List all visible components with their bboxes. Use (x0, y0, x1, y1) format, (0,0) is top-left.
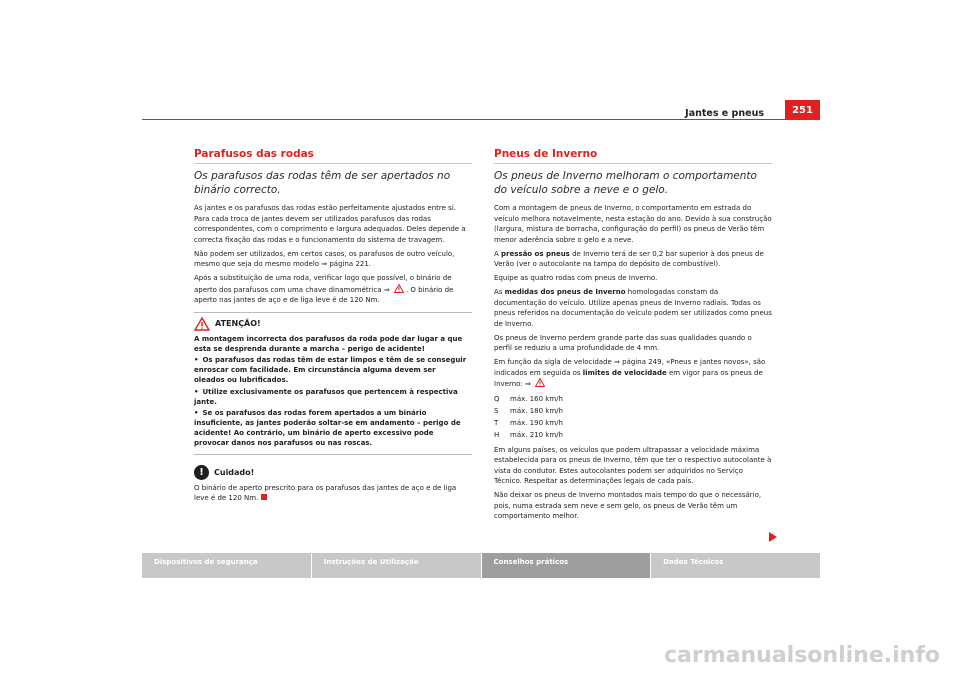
next-page-arrow-icon[interactable] (769, 532, 777, 542)
footer-tab-safety[interactable]: Dispositivos de segurança (142, 553, 311, 578)
warning-bullet: • Se os parafusos das rodas forem apertados a um binário insuficiente, as jantes poderão soltar-se em andamento – perigo de acidente! Ao contrário, um binário de aperto excessivo pode provocar danos nos parafusos ou nas roscas. (194, 408, 468, 448)
paragraph (194, 273, 472, 306)
running-header-title: Jantes e pneus (685, 108, 764, 119)
section-title-winter-tyres: Pneus de Inverno (494, 148, 772, 164)
speed-code: T (494, 419, 499, 427)
bold-term: pressão os pneus (501, 249, 570, 258)
paragraph: Não deixar os pneus de Inverno montados mais tempo do que o necessário, pois, numa estrada sem neve e sem gelo, os pneus de Verão têm um comportamento melhor. (494, 491, 762, 520)
paragraph-text: homologadas constam da documentação do veículo. Utilize apenas pneus de Inverno radiais. Todas os pneus referidos na documentação do veículo podem ser utilizados como pneus de Inverno. (494, 288, 772, 328)
caution-text (194, 483, 472, 504)
paragraph: Não podem ser utilizados, em certos casos, os parafusos de outro veículo, mesmo que seja do mesmo modelo ⇒ página 221. (194, 249, 455, 268)
paragraph (494, 249, 772, 270)
footer-tab-technical-data[interactable]: Dados Técnicos (651, 553, 820, 578)
paragraph-text: A (494, 249, 499, 258)
speed-row (494, 393, 772, 405)
watermark: carmanualsonline.info (664, 643, 940, 668)
speed-limit: máx. 180 km/h (510, 407, 563, 415)
paragraph-text: Em função da sigla de velocidade ⇒ página 249, «Pneus e jantes novos», são indicados em seguida os (494, 358, 766, 377)
bold-term: limites de velocidade (582, 368, 667, 377)
paragraph (494, 287, 772, 329)
paragraph-text: As (494, 288, 503, 296)
right-column (494, 148, 772, 525)
paragraph: As jantes e os parafusos das rodas estão perfeitamente ajustados entre si. Para cada troca de jantes devem ser utilizados parafusos das rodas correspondentes, com o comprimento e largura adequados. Deles depende a correcta fixação das rodas e o funcionamento do sistema de travagem. (194, 204, 466, 244)
header-rule (142, 119, 820, 120)
paragraph: Equipe as quatro rodas com pneus de Inverno. (494, 274, 658, 282)
warning-triangle-icon (194, 317, 210, 331)
footer-nav (142, 553, 820, 578)
left-column (194, 148, 472, 507)
paragraph (494, 357, 772, 390)
caution-title: Cuidado! (214, 467, 255, 477)
speed-row (494, 405, 772, 417)
warning-bullet: • Utilize exclusivamente os parafusos que pertencem à respectiva jante. (194, 387, 468, 407)
paragraph: Em alguns países, os veículos que podem ultrapassar a velocidade máxima estabelecida para os pneus de Inverno, têm que ter o respectivo autocolante à vista do condutor. Estes autocolantes podem ser adquiridos no Serviço Técnico. Respeitar as determinações legais de cada país. (494, 445, 772, 485)
warning-triangle-icon (394, 284, 404, 293)
caution-header (194, 465, 472, 480)
section-subtitle-winter-tyres: Os pneus de Inverno melhoram o comportamento do veículo sobre a neve e o gelo. (494, 170, 757, 196)
speed-limit: máx. 160 km/h (510, 395, 563, 403)
footer-tab-practical-tips[interactable]: Conselhos práticos (482, 553, 651, 578)
speed-row (494, 429, 772, 441)
warning-intro: A montagem incorrecta dos parafusos da roda pode dar lugar a que esta se desprenda durante a marcha – perigo de acidente! (194, 334, 463, 353)
warning-header (194, 317, 468, 331)
warning-title: ATENÇÃO! (215, 319, 261, 328)
section-title-wheel-bolts: Parafusos das rodas (194, 148, 472, 164)
speed-limit: máx. 210 km/h (510, 431, 563, 439)
paragraph-text: . O binário de aperto nas jantes de aço e de liga leve é de 120 Nm. (194, 285, 454, 304)
paragraph-text: de Inverno terá de ser 0,2 bar superior à dos pneus de Verão (ver o autocolante na tampa do depósito de combustível). (494, 249, 764, 268)
warning-bullet: • Os parafusos das rodas têm de estar limpos e têm de se conseguir enroscar com facilidade. Em circunstância alguma devem ser oleados ou lubrificados. (194, 355, 468, 385)
caution-text-body: O binário de aperto prescrito para os parafusos das jantes de aço e de liga leve é de 120 Nm. (194, 483, 457, 502)
page-number: 251 (785, 100, 820, 120)
speed-code: H (494, 431, 500, 439)
paragraph-text: em vigor para os pneus de Inverno: ⇒ (494, 368, 763, 388)
speed-row (494, 417, 772, 429)
section-subtitle-wheel-bolts: Os parafusos das rodas têm de ser apertados no binário correcto. (194, 170, 451, 196)
footer-tab-operation[interactable]: Instruções de Utilização (312, 553, 481, 578)
bold-term: medidas dos pneus de Inverno (504, 288, 626, 296)
exclamation-circle-icon: ! (194, 465, 209, 480)
speed-limit-list (494, 393, 772, 441)
speed-code: S (494, 407, 499, 415)
warning-triangle-icon (535, 378, 545, 387)
speed-limit: máx. 190 km/h (510, 419, 563, 427)
paragraph-text: Após a substituição de uma roda, verificar logo que possível, o binário de aperto dos parafusos com uma chave dinamométrica ⇒ (194, 274, 452, 294)
end-of-section-icon (261, 494, 267, 500)
warning-box (194, 312, 472, 455)
paragraph: Com a montagem de pneus de Inverno, o comportamento em estrada do veículo melhora notavelmente, nesta estação do ano. Devido à sua construção (largura, mistura de borracha, configuração do perfil) os pneus de Verão têm menor aderência sobre o gelo e a neve. (494, 204, 772, 244)
speed-code: Q (494, 395, 500, 403)
paragraph: Os pneus de Inverno perdem grande parte das suas qualidades quando o perfil se reduziu a uma profundidade de 4 mm. (494, 333, 752, 352)
